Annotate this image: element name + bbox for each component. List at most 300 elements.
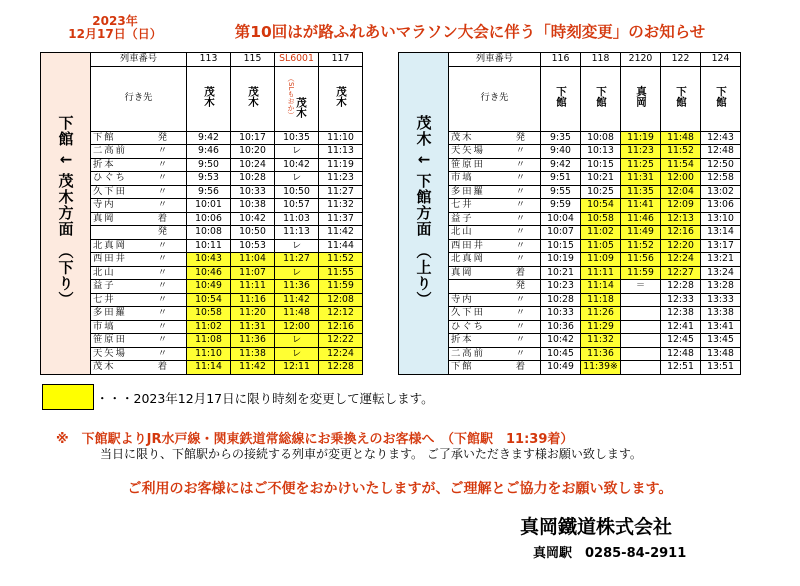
stop-type: 〃: [515, 334, 525, 345]
departure-time: 11:16: [231, 293, 275, 307]
down-timetable: [40, 52, 363, 375]
departure-time: 13:10: [701, 212, 741, 226]
departure-time: 10:38: [231, 199, 275, 213]
departure-time: 10:08: [187, 226, 231, 240]
destination-name: 下館: [715, 85, 727, 107]
departure-time: 13:24: [701, 266, 741, 280]
stop-type: 〃: [515, 239, 525, 251]
station-cell: [449, 212, 541, 226]
destination: [661, 66, 701, 131]
departure-time: 9:53: [187, 172, 231, 186]
stop-type: 〃: [157, 185, 167, 197]
destination: [319, 66, 363, 131]
station-row: [399, 239, 741, 253]
station-row: [399, 280, 741, 294]
station-name: 笹原田: [451, 158, 485, 170]
stop-type: 〃: [515, 145, 525, 156]
station-cell: [91, 239, 187, 253]
station-row: [399, 158, 741, 172]
departure-time: 11:26: [581, 307, 621, 321]
station-cell: [449, 131, 541, 145]
station-cell: [449, 293, 541, 307]
station-cell: [449, 320, 541, 334]
station-name: 多田羅: [93, 307, 127, 318]
station-cell: [449, 239, 541, 253]
departure-time: レ: [275, 145, 319, 159]
departure-time: ＝: [621, 280, 661, 294]
station-cell: [449, 185, 541, 199]
station-cell: [91, 320, 187, 334]
departure-time: 11:04: [231, 253, 275, 267]
station-name: 西田井: [93, 253, 127, 264]
departure-time: 11:59: [319, 280, 363, 294]
departure-time: [621, 334, 661, 348]
departure-time: 12:28: [319, 361, 363, 375]
station-cell: [91, 347, 187, 361]
departure-time: 10:15: [581, 158, 621, 172]
departure-time: 13:28: [701, 280, 741, 294]
departure-time: 11:05: [581, 239, 621, 253]
direction-panel: [41, 53, 91, 375]
departure-time: 11:49: [621, 226, 661, 240]
stop-type: 〃: [157, 307, 167, 318]
station-row: [399, 131, 741, 145]
station-row: [399, 212, 741, 226]
apology-message: ご利用のお客様にはご不便をおかけいたしますが、ご理解とご協力をお願い致します。: [127, 481, 673, 497]
departure-time: 11:14: [187, 361, 231, 375]
stop-type: 〃: [157, 280, 167, 291]
station-cell: [449, 172, 541, 186]
stop-type: 〃: [515, 185, 525, 197]
departure-time: 12:24: [319, 347, 363, 361]
departure-time: 13:02: [701, 185, 741, 199]
departure-time: 12:58: [701, 172, 741, 186]
departure-time: 11:09: [581, 253, 621, 267]
stop-type: 〃: [515, 199, 525, 210]
transfer-detail: 当日に限り、下館駅からの接続する列車が変更となります。 ご了承いただきます様お願い致します。: [100, 447, 642, 461]
departure-time: [621, 320, 661, 334]
direction-label: 下館 ↓ 茂木方面 （下り）: [56, 114, 75, 308]
departure-time: 11:02: [581, 226, 621, 240]
departure-time: 12:48: [701, 145, 741, 159]
departure-time: 9:42: [541, 158, 581, 172]
station-name: 茂木: [93, 361, 116, 372]
destination-label: 行き先: [91, 66, 187, 131]
departure-time: 10:17: [231, 131, 275, 145]
departure-time: 12:13: [661, 212, 701, 226]
station-name: 七井: [93, 293, 116, 305]
contact-info: 真岡駅 0285-84-2911: [533, 546, 687, 561]
station-row: [399, 172, 741, 186]
station-cell: [91, 131, 187, 145]
departure-time: 9:55: [541, 185, 581, 199]
departure-time: 10:42: [231, 212, 275, 226]
stop-type: 〃: [157, 266, 167, 278]
departure-time: 10:42: [275, 158, 319, 172]
train-number: 113: [187, 53, 231, 67]
departure-time: 11:10: [319, 131, 363, 145]
departure-time: 11:46: [621, 212, 661, 226]
train-number-label: 列車番号: [91, 53, 187, 67]
departure-time: 11:13: [275, 226, 319, 240]
departure-time: 11:27: [275, 253, 319, 267]
station-cell: [91, 185, 187, 199]
station-cell: [91, 212, 187, 226]
departure-time: 11:52: [661, 145, 701, 159]
stop-type: 着: [515, 361, 525, 372]
departure-time: 11:42: [319, 226, 363, 240]
stop-type: 〃: [157, 334, 167, 345]
destination-row: [399, 66, 741, 131]
station-name: 北真岡: [451, 253, 485, 264]
station-name: 寺内: [451, 293, 474, 305]
departure-time: 10:42: [541, 334, 581, 348]
station-cell: [91, 266, 187, 280]
sl-note: （SLもおか）: [287, 74, 295, 118]
station-cell: [449, 280, 541, 294]
train-number: 124: [701, 53, 741, 67]
departure-time: 12:20: [661, 239, 701, 253]
departure-time: 9:46: [187, 145, 231, 159]
departure-time: 9:50: [187, 158, 231, 172]
station-cell: [91, 226, 187, 240]
stop-type: 〃: [157, 347, 167, 359]
stop-type: 〃: [157, 199, 167, 210]
stop-type: 〃: [515, 347, 525, 359]
departure-time: 11:11: [581, 266, 621, 280]
departure-time: 11:55: [319, 266, 363, 280]
stop-type: 〃: [157, 293, 167, 305]
station-name: 市塙: [451, 172, 474, 183]
station-cell: [91, 334, 187, 348]
departure-time: 11:59: [621, 266, 661, 280]
departure-time: 11:20: [231, 307, 275, 321]
departure-time: 12:08: [319, 293, 363, 307]
departure-time: [621, 293, 661, 307]
station-name: 益子: [451, 212, 474, 224]
departure-time: 13:38: [701, 307, 741, 321]
station-name: 真岡: [451, 266, 474, 278]
departure-time: 12:28: [661, 280, 701, 294]
station-name: 天矢場: [93, 347, 127, 359]
stop-type: 〃: [157, 172, 167, 183]
destination-name: 茂木: [247, 85, 259, 107]
departure-time: 10:08: [581, 131, 621, 145]
station-name: 二高前: [451, 347, 485, 359]
departure-time: 11:52: [621, 239, 661, 253]
station-name: 北真岡: [93, 239, 127, 251]
notice-day: 12月17日（日）: [68, 27, 162, 41]
station-cell: [91, 172, 187, 186]
departure-time: 11:19: [621, 131, 661, 145]
departure-time: 11:48: [661, 131, 701, 145]
departure-time: 11:03: [275, 212, 319, 226]
departure-time: 13:14: [701, 226, 741, 240]
departure-time: 10:19: [541, 253, 581, 267]
station-name: 天矢場: [451, 145, 485, 156]
departure-time: 12:09: [661, 199, 701, 213]
station-cell: [91, 253, 187, 267]
departure-time: 12:00: [275, 320, 319, 334]
departure-time: 11:31: [621, 172, 661, 186]
station-cell: [449, 158, 541, 172]
departure-time: 10:06: [187, 212, 231, 226]
stop-type: 〃: [157, 320, 167, 332]
station-cell: [91, 158, 187, 172]
station-cell: [91, 280, 187, 294]
departure-time: 10:11: [187, 239, 231, 253]
departure-time: レ: [275, 334, 319, 348]
destination-name: 茂木: [335, 85, 347, 107]
station-cell: [449, 347, 541, 361]
departure-time: 13:06: [701, 199, 741, 213]
departure-time: 10:58: [581, 212, 621, 226]
stop-type: 着: [515, 266, 525, 278]
departure-time: 11:36: [275, 280, 319, 294]
departure-time: レ: [275, 239, 319, 253]
departure-time: 10:01: [187, 199, 231, 213]
departure-time: 11:10: [187, 347, 231, 361]
train-number: 117: [319, 53, 363, 67]
departure-time: 11:23: [621, 145, 661, 159]
departure-time: 13:17: [701, 239, 741, 253]
departure-time: 11:41: [621, 199, 661, 213]
train-number: SL6001: [275, 53, 319, 67]
departure-time: [621, 307, 661, 321]
destination: [701, 66, 741, 131]
destination-name: 真岡: [635, 85, 647, 107]
station-row: [399, 347, 741, 361]
direction-label: 茂木 ↓ 下館方面 （上り）: [414, 114, 433, 308]
train-number: 118: [581, 53, 621, 67]
station-name: 真岡: [93, 212, 116, 224]
train-number-label: 列車番号: [449, 53, 541, 67]
stop-type: 〃: [157, 239, 167, 251]
departure-time: 12:04: [661, 185, 701, 199]
departure-time: 11:42: [231, 361, 275, 375]
stop-type: 〃: [515, 320, 525, 332]
destination: [581, 66, 621, 131]
stop-type: 発: [157, 226, 167, 237]
departure-time: 11:25: [621, 158, 661, 172]
departure-time: 12:33: [661, 293, 701, 307]
legend-text: ・・・2023年12月17日に限り時刻を変更して運転します。: [96, 391, 434, 406]
departure-time: 11:36: [581, 347, 621, 361]
departure-time: 10:58: [187, 307, 231, 321]
departure-time: 10:20: [231, 145, 275, 159]
departure-time: 10:33: [231, 185, 275, 199]
transfer-notice: ※ 下館駅よりJR水戸線・関東鉄道常総線にお乗換えのお客様へ （下館駅 11:39着）: [56, 432, 574, 447]
direction-panel: [399, 53, 449, 375]
legend-highlight-swatch: [42, 384, 94, 410]
departure-time: 11:35: [621, 185, 661, 199]
station-name: 下館: [93, 131, 116, 143]
station-cell: [91, 199, 187, 213]
destination: [621, 66, 661, 131]
departure-time: 11:13: [319, 145, 363, 159]
stop-type: 発: [515, 131, 525, 143]
departure-time: 12:16: [661, 226, 701, 240]
departure-time: 12:45: [661, 334, 701, 348]
station-name: ひぐち: [93, 172, 127, 183]
departure-time: 10:15: [541, 239, 581, 253]
stop-type: 〃: [515, 212, 525, 224]
station-name: 北山: [451, 226, 474, 237]
departure-time: 10:49: [187, 280, 231, 294]
departure-time: 12:00: [661, 172, 701, 186]
station-cell: [449, 266, 541, 280]
station-row: [399, 307, 741, 321]
destination-name: 茂木: [203, 85, 215, 107]
station-row: [399, 199, 741, 213]
departure-time: 10:50: [231, 226, 275, 240]
station-name: 久下田: [93, 185, 127, 197]
departure-time: 10:33: [541, 307, 581, 321]
departure-time: 13:48: [701, 347, 741, 361]
departure-time: 11:32: [319, 199, 363, 213]
destination-name: 下館: [595, 85, 607, 107]
company-name: 真岡鐵道株式会社: [520, 516, 673, 538]
stop-type: 発: [157, 131, 167, 143]
stop-type: 〃: [515, 226, 525, 237]
station-row: [399, 334, 741, 348]
departure-time: 13:51: [701, 361, 741, 375]
destination-label: 行き先: [449, 66, 541, 131]
departure-time: 12:12: [319, 307, 363, 321]
station-name: 久下田: [451, 307, 485, 318]
stop-type: 〃: [515, 158, 525, 170]
departure-time: 12:38: [661, 307, 701, 321]
station-row: [399, 253, 741, 267]
departure-time: レ: [275, 347, 319, 361]
departure-time: 10:50: [275, 185, 319, 199]
departure-time: 10:49: [541, 361, 581, 375]
station-name: 寺内: [93, 199, 116, 210]
station-name: 北山: [93, 266, 116, 278]
departure-time: 11:39※: [581, 361, 621, 375]
departure-time: 11:36: [231, 334, 275, 348]
stop-type: 着: [157, 361, 167, 372]
departure-time: 11:07: [231, 266, 275, 280]
departure-time: 11:08: [187, 334, 231, 348]
destination: [187, 66, 231, 131]
departure-time: 11:02: [187, 320, 231, 334]
train-number: 122: [661, 53, 701, 67]
station-name: 市塙: [93, 320, 116, 332]
departure-time: 9:51: [541, 172, 581, 186]
departure-time: 11:31: [231, 320, 275, 334]
departure-time: 10:35: [275, 131, 319, 145]
notice-year: 2023年: [92, 14, 138, 28]
departure-time: 11:44: [319, 239, 363, 253]
station-name: 多田羅: [451, 185, 485, 197]
station-name: 笹原田: [93, 334, 127, 345]
departure-time: レ: [275, 266, 319, 280]
departure-time: 11:32: [581, 334, 621, 348]
stop-type: 〃: [515, 253, 525, 264]
station-row: [399, 185, 741, 199]
departure-time: 11:23: [319, 172, 363, 186]
departure-time: [621, 361, 661, 375]
departure-time: 10:24: [231, 158, 275, 172]
departure-time: 10:21: [581, 172, 621, 186]
departure-time: 12:51: [661, 361, 701, 375]
departure-time: 13:41: [701, 320, 741, 334]
departure-time: 11:29: [581, 320, 621, 334]
destination: [275, 66, 319, 131]
destination: [541, 66, 581, 131]
departure-time: 11:56: [621, 253, 661, 267]
departure-time: 10:21: [541, 266, 581, 280]
departure-time: レ: [275, 172, 319, 186]
departure-time: 12:24: [661, 253, 701, 267]
stop-type: 着: [157, 212, 167, 224]
departure-time: 9:42: [187, 131, 231, 145]
departure-time: [621, 347, 661, 361]
departure-time: 11:48: [275, 307, 319, 321]
stop-type: 〃: [157, 158, 167, 170]
station-cell: [449, 361, 541, 375]
station-row: [399, 145, 741, 159]
departure-time: 11:52: [319, 253, 363, 267]
departure-time: 12:11: [275, 361, 319, 375]
departure-time: 12:16: [319, 320, 363, 334]
departure-time: 10:36: [541, 320, 581, 334]
station-cell: [449, 145, 541, 159]
departure-time: 12:22: [319, 334, 363, 348]
departure-time: 12:27: [661, 266, 701, 280]
station-name: 西田井: [451, 239, 485, 251]
train-number: 2120: [621, 53, 661, 67]
station-name: 益子: [93, 280, 116, 291]
departure-time: 11:37: [319, 212, 363, 226]
station-cell: [91, 293, 187, 307]
departure-time: 10:28: [541, 293, 581, 307]
station-cell: [91, 361, 187, 375]
station-row: [399, 320, 741, 334]
departure-time: 9:59: [541, 199, 581, 213]
station-cell: [449, 226, 541, 240]
station-row: [399, 266, 741, 280]
train-number-row: [399, 53, 741, 67]
train-number: 116: [541, 53, 581, 67]
departure-time: 10:54: [581, 199, 621, 213]
departure-time: 13:33: [701, 293, 741, 307]
departure-time: 9:40: [541, 145, 581, 159]
departure-time: 10:57: [275, 199, 319, 213]
departure-time: 10:25: [581, 185, 621, 199]
station-name: 折本: [93, 158, 116, 170]
departure-time: 10:45: [541, 347, 581, 361]
stop-type: 〃: [157, 145, 167, 156]
stop-type: 〃: [157, 253, 167, 264]
departure-time: 10:28: [231, 172, 275, 186]
destination-name: 茂木: [295, 96, 307, 118]
departure-time: 10:54: [187, 293, 231, 307]
station-name: 七井: [451, 199, 474, 210]
station-name: 折本: [451, 334, 474, 345]
station-cell: [449, 199, 541, 213]
train-number: 115: [231, 53, 275, 67]
departure-time: 12:50: [701, 158, 741, 172]
departure-time: 11:42: [275, 293, 319, 307]
departure-time: 10:46: [187, 266, 231, 280]
destination: [231, 66, 275, 131]
destination-name: 下館: [675, 85, 687, 107]
departure-time: 10:13: [581, 145, 621, 159]
station-name: 茂木: [451, 131, 474, 143]
train-number-row: [41, 53, 363, 67]
